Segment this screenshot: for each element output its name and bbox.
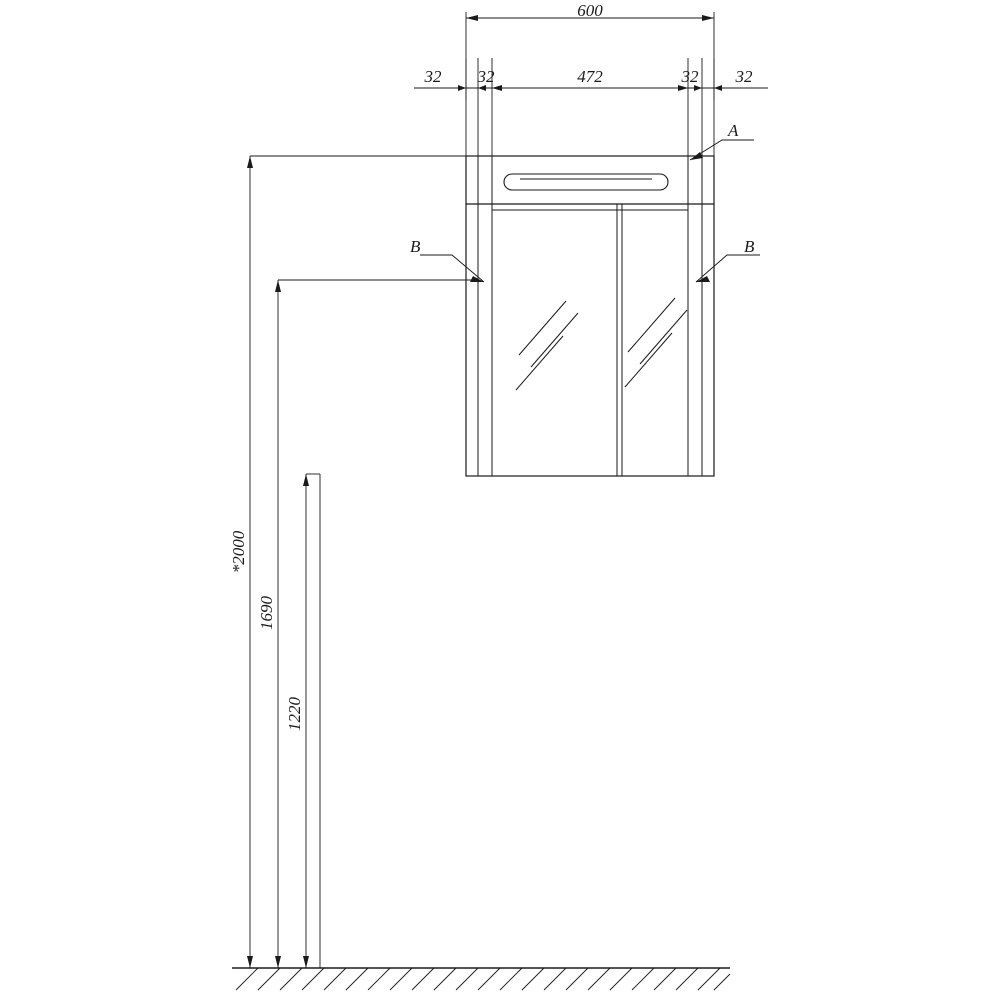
cabinet-outline: [466, 156, 714, 476]
dimension-2000: [247, 156, 466, 968]
dim-chain-label-5: 32: [735, 67, 753, 86]
section-label-b-right: B: [744, 237, 755, 256]
dim-1690-label: 1690: [257, 596, 276, 630]
dim-chain-label-1: 32: [424, 67, 442, 86]
dim-overall-600-label: 600: [577, 1, 603, 20]
dim-1220-label: 1220: [285, 697, 304, 731]
section-label-b-left: B: [410, 237, 421, 256]
light-bar: [504, 174, 668, 190]
dim-chain-label-2: 32: [477, 67, 495, 86]
leader-b-left: [420, 255, 484, 282]
dimension-1690: [275, 280, 478, 968]
dim-chain-label-3: 472: [577, 67, 603, 86]
leader-a: [690, 140, 754, 160]
dimension-1220: [303, 474, 320, 968]
leader-b-right: [696, 255, 760, 282]
dimension-overall-600: [466, 12, 714, 100]
mirror-reflection-lines: [516, 298, 687, 390]
dim-2000-label: *2000: [229, 530, 248, 574]
floor-hatching: [236, 968, 730, 990]
section-label-a: A: [728, 121, 739, 140]
dim-chain-label-4: 32: [681, 67, 699, 86]
